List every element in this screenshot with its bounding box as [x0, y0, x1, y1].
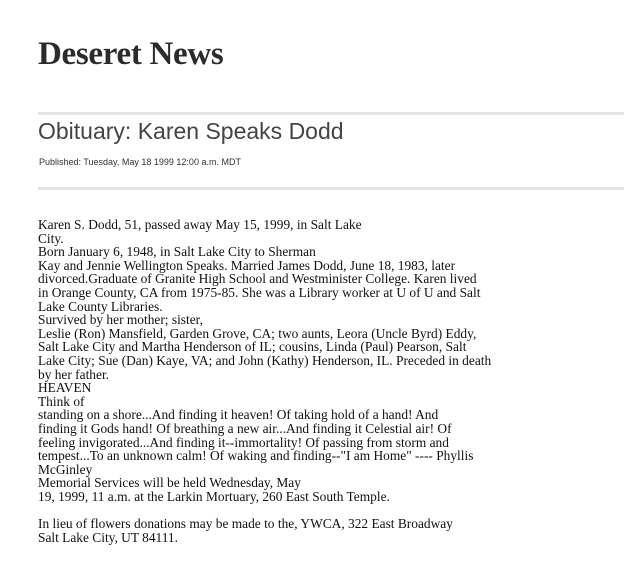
paragraph-gap — [38, 503, 598, 517]
published-date: Published: Tuesday, May 18 1999 12:00 a.m. MDT — [39, 157, 241, 167]
body-line: Memorial Services will be held Wednesday, May — [38, 475, 301, 491]
body-line: tempest...To an unknown calm! Of waking and finding--"I am Home" ---- Phyllis — [38, 448, 474, 464]
body-line: Lake County Libraries. — [38, 298, 163, 314]
body-line: feeling invigorated...And finding it--immortality! Of passing from storm and — [38, 434, 449, 450]
body-line: divorced.Graduate of Granite High School and Westminister College. Karen lived — [38, 271, 477, 287]
body-line: Kay and Jennie Wellington Speaks. Married James Dodd, June 18, 1983, later — [38, 257, 456, 273]
closing-line: Salt Lake City, UT 84111. — [38, 529, 178, 545]
body-line: by her father. — [38, 366, 110, 382]
header-divider — [38, 112, 624, 115]
body-line: 19, 1999, 11 a.m. at the Larkin Mortuary, 260 East South Temple. — [38, 488, 390, 504]
masthead-logo: Deseret News — [38, 36, 224, 72]
body-line: Born January 6, 1948, in Salt Lake City to Sherman — [38, 244, 316, 260]
body-line: Think of — [38, 393, 85, 409]
article-body — [38, 218, 598, 544]
body-line: Leslie (Ron) Mansfield, Garden Grove, CA; two aunts, Leora (Uncle Byrd) Eddy, — [38, 325, 477, 341]
article-title: Obituary: Karen Speaks Dodd — [38, 118, 344, 144]
body-line: Karen S. Dodd, 51, passed away May 15, 1999, in Salt Lake — [38, 217, 362, 232]
title-divider — [38, 187, 624, 190]
poem-title: HEAVEN — [38, 380, 92, 396]
body-line: standing on a shore...And finding it heaven! Of taking hold of a hand! And — [38, 407, 439, 423]
body-line: Lake City; Sue (Dan) Kaye, VA; and John (Kathy) Henderson, IL. Preceded in death — [38, 352, 492, 368]
body-line: Salt Lake City and Martha Henderson of IL; cousins, Linda (Paul) Pearson, Salt — [38, 339, 467, 355]
body-line: City. — [38, 230, 64, 246]
body-line: finding it Gods hand! Of breathing a new air...And finding it Celestial air! Of — [38, 420, 452, 436]
body-line: McGinley — [38, 461, 93, 477]
body-line: in Orange County, CA from 1975-85. She was a Library worker at U of U and Salt — [38, 284, 481, 300]
closing-line: In lieu of flowers donations may be made to the, YWCA, 322 East Broadway — [38, 516, 453, 532]
body-line: Survived by her mother; sister, — [38, 312, 203, 328]
